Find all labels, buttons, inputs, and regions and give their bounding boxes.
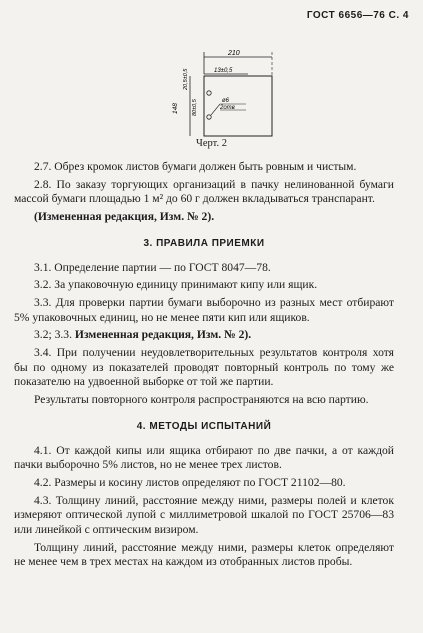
paragraph: 4.2. Размеры и косину листов определяют по ГОСТ 21102—80. (34, 475, 346, 489)
paragraph: 3.3. Для проверки партии бумаги выборочно из разных мест отбирают 5% упаковочных единиц, но не менее пяти кип или ящиков. (14, 295, 394, 324)
dim-height-text: 148 (172, 103, 179, 114)
page-header: ГОСТ 6656—76 С. 4 (306, 10, 409, 21)
section-title: 4. МЕТОДЫ ИСПЫТАНИЙ (136, 420, 272, 432)
hole-text: ø6 (222, 98, 230, 104)
hole-mark (207, 91, 211, 95)
dim-left-text: 80±0,5 (192, 99, 198, 116)
paragraph: 3.4. При получении неудовлетворительных результатов контроля хотя бы по одному из показателей проводят повторный контроль по тому же показателю на удвоенной выборке от той же партии. (14, 346, 394, 389)
amendment-note (14, 328, 394, 343)
paragraph: Толщину линий, расстояние между ними, размеры клеток определяют не менее чем в трех местах на каждом из отобранных листов пробы. (14, 540, 394, 569)
dim-width-text: 210 (228, 50, 240, 57)
amendment-ref: 3.2; 3.3. (34, 328, 73, 342)
document-body (14, 160, 394, 573)
dim-offset-text: 13±0,5 (214, 68, 233, 74)
figure-drawing (160, 44, 280, 146)
amendment-text: Измененная редакция, Изм. № 2). (74, 328, 252, 342)
paragraph: 2.8. По заказу торгующих организаций в пачку нелинованной бумаги массой бумаги площадью 1 м² до 60 г должен вкладываться транспарант. (14, 177, 394, 206)
figure-caption: Черт. 2 (196, 138, 227, 149)
paragraph: 3.1. Определение партии — по ГОСТ 8047—78. (34, 260, 271, 274)
holes-count-text: 2отв (220, 105, 235, 111)
sheet-outline (204, 76, 272, 136)
hole-mark (207, 115, 211, 119)
section-title: 3. ПРАВИЛА ПРИЕМКИ (143, 237, 265, 249)
paragraph: 4.1. От каждой кипы или ящика отбирают по две пачки, а от каждой пачки выборочно 5% листов, но не менее трех листов. (14, 443, 394, 472)
paragraph: 4.3. Толщину линий, расстояние между ними, размеры полей и клеток измеряют оптической лупой с миллиметровой шкалой по ГОСТ 25706—83 или линейкой с оптическим визиром. (14, 493, 394, 537)
amendment-note: (Измененная редакция, Изм. № 2). (34, 210, 215, 224)
paragraph: Результаты повторного контроля распространяются на всю партию. (34, 393, 369, 407)
dim-top-text: 20,5±0,5 (183, 68, 189, 90)
paragraph: 3.2. За упаковочную единицу принимают кипу или ящик. (34, 278, 318, 292)
paragraph: 2.7. Обрез кромок листов бумаги должен быть ровным и чистым. (34, 160, 357, 173)
